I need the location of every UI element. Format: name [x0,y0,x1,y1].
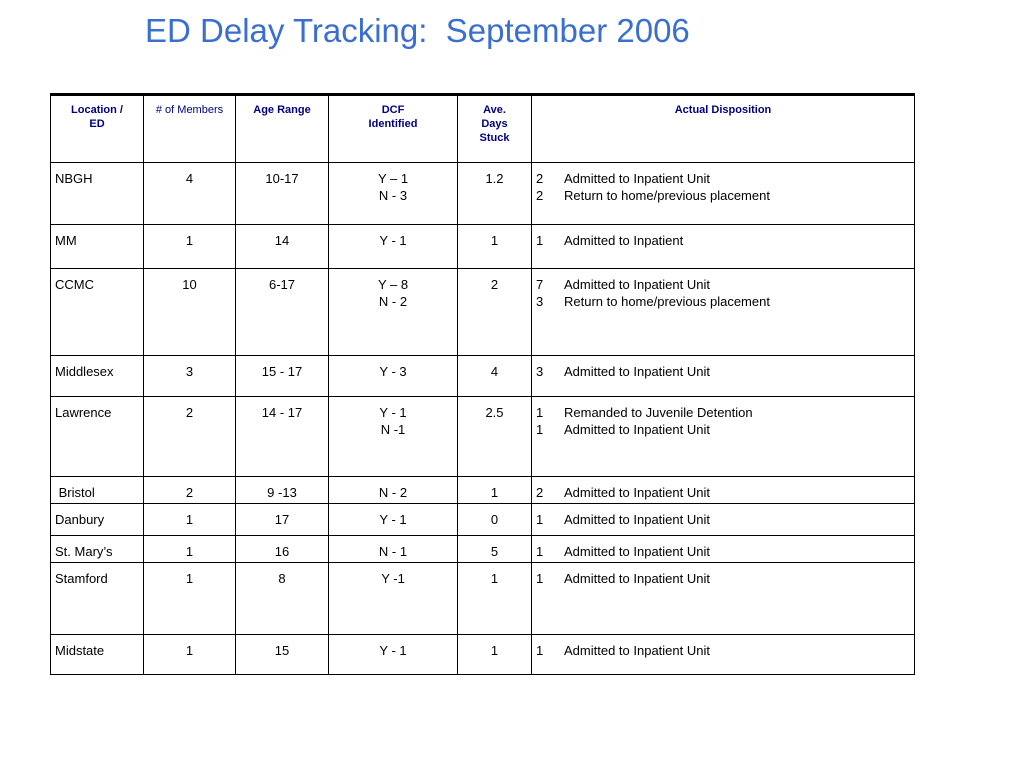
location-text: St. Mary’s [55,544,113,559]
location-cell [51,504,144,536]
ave-days-text: 0 [490,512,499,527]
dcf-cell [329,477,458,504]
members-cell [144,563,236,635]
disposition-text: Admitted to Inpatient Unit [564,364,710,379]
table-row [51,397,915,477]
members-text: 10 [182,277,197,292]
age-range-text: 14 [274,233,290,248]
dcf-line: Y - 3 [379,364,407,379]
age-range-cell [236,397,329,477]
dcf-line: Y - 1 [379,643,407,658]
dcf-cell [329,163,458,225]
location-cell [51,269,144,356]
disposition-text: Admitted to Inpatient Unit [564,544,710,559]
ave-days-cell [458,536,532,563]
members-cell [144,477,236,504]
location-text: Stamford [55,571,108,586]
age-range-cell [236,536,329,563]
disposition-count: 3 [536,294,544,309]
disposition-cell [532,536,915,563]
age-range-cell [236,477,329,504]
members-text: 1 [185,643,194,658]
disposition-text: Admitted to Inpatient Unit [564,171,710,186]
disposition-item [536,404,910,421]
ave-days-text: 5 [490,544,499,559]
location-text: Danbury [55,512,105,527]
disposition-item [536,170,910,187]
disposition-count: 1 [536,405,544,420]
disposition-item [536,511,910,528]
dcf-line: Y - 1 [379,405,407,420]
table-row [51,356,915,397]
members-text: 1 [185,571,194,586]
header-ave-days-stuck: Ave. Days Stuck [458,95,532,163]
members-cell [144,397,236,477]
disposition-item [536,421,910,438]
ave-days-cell [458,563,532,635]
location-text: Middlesex [55,364,114,379]
dcf-line: Y – 1 [377,171,409,186]
members-text: 1 [185,233,194,248]
members-cell [144,504,236,536]
disposition-count: 1 [536,512,544,527]
table-row [51,269,915,356]
disposition-text: Admitted to Inpatient Unit [564,277,710,292]
location-cell [51,477,144,504]
age-range-text: 6-17 [268,277,296,292]
ave-days-text: 4 [490,364,499,379]
ave-days-text: 1 [490,233,499,248]
header-age-range: Age Range [236,95,329,163]
age-range-cell [236,504,329,536]
age-range-cell [236,356,329,397]
location-cell [51,163,144,225]
members-text: 1 [185,512,194,527]
disposition-count: 1 [536,571,544,586]
ave-days-text: 2 [490,277,499,292]
table-row [51,504,915,536]
disposition-item [536,570,910,587]
ave-days-cell [458,225,532,269]
disposition-text: Admitted to Inpatient Unit [564,512,710,527]
table-row [51,163,915,225]
disposition-item [536,232,910,249]
table-header-row [51,95,915,163]
dcf-line: N -1 [380,422,406,437]
age-range-cell [236,563,329,635]
header-actual-disposition: Actual Disposition [532,95,915,163]
disposition-cell [532,635,915,675]
disposition-item [536,543,910,560]
dcf-line: N - 3 [378,188,408,203]
location-text: Midstate [55,643,105,658]
disposition-count: 2 [536,188,544,203]
dcf-cell [329,269,458,356]
dcf-cell [329,504,458,536]
table-row [51,536,915,563]
age-range-text: 17 [274,512,290,527]
disposition-count: 7 [536,277,544,292]
disposition-cell [532,563,915,635]
dcf-cell [329,356,458,397]
location-cell [51,397,144,477]
dcf-line: Y - 1 [379,233,407,248]
members-cell [144,163,236,225]
header-members: # of Members [144,95,236,163]
ave-days-cell [458,163,532,225]
disposition-text: Remanded to Juvenile Detention [564,405,753,420]
ave-days-cell [458,504,532,536]
ave-days-text: 1.2 [485,171,504,186]
age-range-text: 15 - 17 [261,364,303,379]
disposition-count: 1 [536,643,544,658]
disposition-item [536,642,910,659]
disposition-count: 2 [536,485,544,500]
disposition-count: 1 [536,233,544,248]
disposition-text: Return to home/previous placement [564,188,770,203]
age-range-text: 8 [278,571,286,586]
dcf-line: N - 2 [378,485,408,500]
location-text: Bristol [55,485,95,500]
members-cell [144,635,236,675]
dcf-line: N - 2 [378,294,408,309]
dcf-cell [329,397,458,477]
ave-days-cell [458,477,532,504]
disposition-cell [532,163,915,225]
disposition-text: Admitted to Inpatient Unit [564,643,710,658]
disposition-item [536,276,910,293]
location-text: MM [55,233,77,248]
age-range-text: 14 - 17 [261,405,303,420]
location-text: NBGH [55,171,93,186]
disposition-cell [532,477,915,504]
ave-days-text: 1 [490,485,499,500]
disposition-cell [532,225,915,269]
members-text: 2 [185,485,194,500]
dcf-line: N - 1 [378,544,408,559]
dcf-cell [329,563,458,635]
disposition-item [536,484,910,501]
location-cell [51,356,144,397]
disposition-item [536,187,910,204]
disposition-cell [532,504,915,536]
age-range-text: 15 [274,643,290,658]
disposition-count: 3 [536,364,544,379]
dcf-line: Y - 1 [379,512,407,527]
disposition-count: 1 [536,544,544,559]
disposition-text: Admitted to Inpatient Unit [564,422,710,437]
table-body [51,163,915,675]
members-text: 2 [185,405,194,420]
ave-days-cell [458,356,532,397]
location-text: CCMC [55,277,94,292]
location-cell [51,536,144,563]
page-title: ED Delay Tracking: September 2006 [145,12,690,49]
dcf-cell [329,635,458,675]
age-range-text: 10-17 [265,171,299,186]
members-text: 4 [185,171,194,186]
ave-days-cell [458,635,532,675]
header-location: Location / ED [51,95,144,163]
dcf-line: Y -1 [381,571,405,586]
disposition-item [536,293,910,310]
age-range-cell [236,225,329,269]
ave-days-cell [458,397,532,477]
age-range-cell [236,269,329,356]
dcf-cell [329,536,458,563]
age-range-text: 16 [274,544,290,559]
members-cell [144,536,236,563]
disposition-text: Admitted to Inpatient Unit [564,571,710,586]
members-cell [144,269,236,356]
disposition-item [536,363,910,380]
dcf-cell [329,225,458,269]
disposition-count: 1 [536,422,544,437]
members-cell [144,225,236,269]
location-cell [51,563,144,635]
ave-days-text: 2.5 [485,405,504,420]
disposition-cell [532,397,915,477]
table-row [51,563,915,635]
disposition-text: Admitted to Inpatient Unit [564,485,710,500]
location-text: Lawrence [55,405,112,420]
age-range-text: 9 -13 [267,485,297,500]
members-cell [144,356,236,397]
dcf-line: Y – 8 [377,277,409,292]
location-cell [51,635,144,675]
ave-days-text: 1 [490,571,499,586]
table-row [51,635,915,675]
members-text: 1 [185,544,194,559]
disposition-count: 2 [536,171,544,186]
disposition-cell [532,356,915,397]
ave-days-cell [458,269,532,356]
disposition-cell [532,269,915,356]
header-dcf-identified: DCF Identified [329,95,458,163]
disposition-text: Admitted to Inpatient [564,233,684,248]
age-range-cell [236,635,329,675]
location-cell [51,225,144,269]
ave-days-text: 1 [490,643,499,658]
table-row [51,225,915,269]
ed-delay-table [50,93,915,675]
age-range-cell [236,163,329,225]
disposition-text: Return to home/previous placement [564,294,770,309]
table-row [51,477,915,504]
members-text: 3 [185,364,194,379]
